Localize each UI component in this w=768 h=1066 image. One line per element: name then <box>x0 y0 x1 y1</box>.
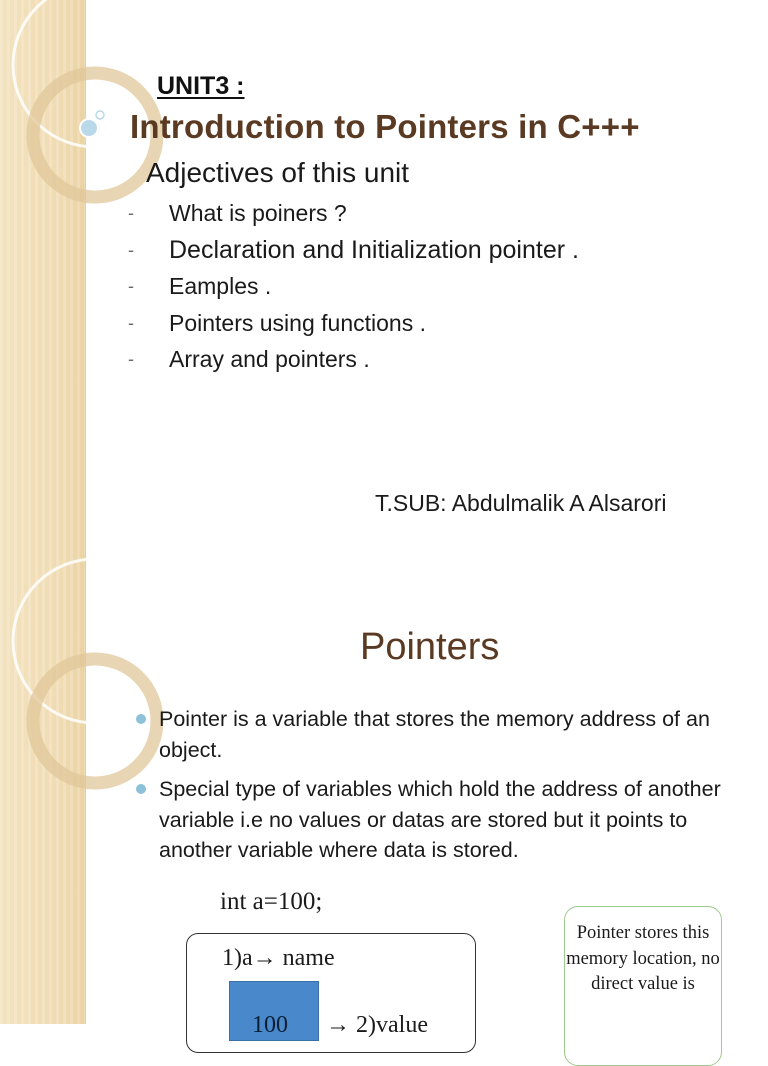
slide-pointers <box>0 576 768 1038</box>
bullet-list <box>136 704 746 875</box>
dash-marker: - <box>128 276 134 296</box>
decorative-circles <box>0 576 140 1024</box>
slide-subtitle: Adjectives of this unit <box>146 157 410 188</box>
memory-diagram <box>186 933 476 1053</box>
unit-label: UNIT3 : <box>157 72 245 100</box>
dash-marker: - <box>128 239 134 260</box>
topic-text: Pointers using functions . <box>169 309 426 336</box>
pointer-note-text: Pointer stores this memory location, no direct value is <box>566 923 720 994</box>
decorative-circles <box>0 0 140 576</box>
memory-value: 100 <box>252 1012 288 1038</box>
code-declaration: int a=100; <box>220 888 323 915</box>
topic-text: What is poiners ? <box>169 200 347 226</box>
topic-text: Array and pointers . <box>169 346 370 372</box>
memory-name-label: 1)a→ name <box>222 945 335 971</box>
memory-value-label: → 2)value <box>326 1012 428 1038</box>
pointer-note-box <box>564 906 722 1066</box>
slide-title: Introduction to Pointers in C+++ <box>130 108 640 145</box>
deco-bubble-blue <box>80 119 98 137</box>
topic-text: Declaration and Initialization pointer . <box>169 235 579 264</box>
bullet-item <box>136 774 746 866</box>
bullet-dot-icon <box>136 714 146 724</box>
bullet-text: Pointer is a variable that stores the memory address of an object. <box>159 707 710 762</box>
topic-text: Eamples . <box>169 273 272 299</box>
dash-marker: - <box>128 349 134 369</box>
memory-value-cell <box>229 981 319 1041</box>
bullet-dot-icon <box>136 784 146 794</box>
bullet-item <box>136 704 746 765</box>
slide-title: Pointers <box>360 626 500 668</box>
deco-bubble-small <box>96 111 104 119</box>
teacher-credit: T.SUB: Abdulmalik A Alsarori <box>375 490 667 516</box>
dash-marker: - <box>128 203 134 223</box>
dash-marker: - <box>128 312 134 333</box>
bullet-text: Special type of variables which hold the address of another variable i.e no values or datas are stored but it points to another variable where data is stored. <box>159 777 721 862</box>
